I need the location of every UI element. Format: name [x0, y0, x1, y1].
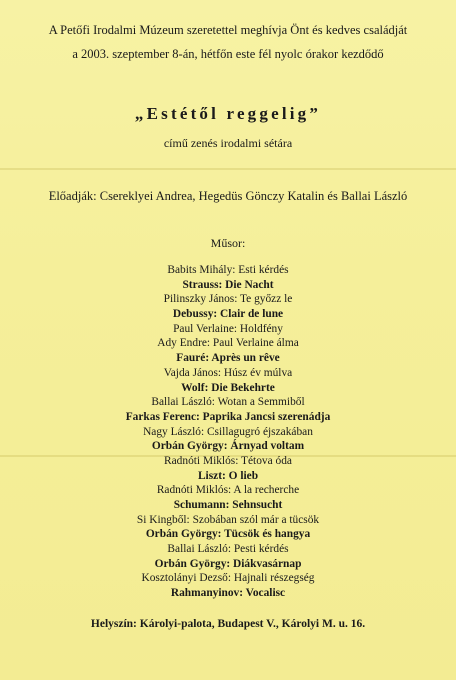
program-item: Debussy: Clair de lune [172, 308, 284, 321]
program-item: Liszt: O lieb [197, 469, 259, 482]
program-item: Ballai László: Wotan a Semmiből [151, 396, 305, 409]
program-item: Paul Verlaine: Holdfény [173, 322, 283, 335]
program-item: Orbán György: Tücsök és hangya [145, 528, 311, 541]
program-item: Kosztolányi Dezső: Hajnali részegség [141, 572, 315, 585]
program-item: Fauré: Après un rêve [176, 352, 280, 365]
program-item: Ady Endre: Paul Verlaine álma [157, 337, 299, 350]
program-item: Radnóti Miklós: A la recherche [156, 484, 300, 497]
program-item: Rahmanyinov: Vocalisc [170, 587, 286, 600]
program-item: Nagy László: Csillagugró éjszakában [143, 425, 313, 438]
invitation-line-2: a 2003. szeptember 8-án, hétfőn este fél nyolc órakor kezdődő [72, 47, 384, 61]
program-item: Si Kingből: Szobában szól már a tücsök [136, 513, 320, 526]
program-item: Schumann: Sehnsucht [173, 499, 283, 511]
performers-line: Előadják: Csereklyei Andrea, Hegedüs Gönczy Katalin és Ballai László [48, 189, 408, 203]
venue-line: Helyszín: Károlyi-palota, Budapest V., Károlyi M. u. 16. [90, 618, 366, 630]
program-heading: Műsor: [210, 236, 246, 250]
program-item: Orbán György: Diákvasárnap [154, 557, 302, 570]
program-item: Pilinszky János: Te győzz le [163, 293, 293, 306]
program-item: Ballai László: Pesti kérdés [167, 543, 289, 556]
event-subtitle: című zenés irodalmi sétára [163, 136, 293, 150]
program-item: Farkas Ferenc: Paprika Jancsi szerenádja [125, 410, 331, 423]
program-item: Radnóti Miklós: Tétova óda [164, 454, 292, 467]
fold-crease-upper [0, 168, 456, 170]
program-item: Babits Mihály: Esti kérdés [167, 264, 289, 276]
program-item: Wolf: Die Bekehrte [181, 381, 275, 394]
program-list [0, 263, 456, 601]
program-item: Orbán György: Árnyad voltam [151, 440, 305, 453]
event-title: „Estétől reggelig” [134, 104, 322, 123]
invitation-line-1: A Petőfi Irodalmi Múzeum szeretettel meghívja Önt és kedves családját [48, 23, 408, 37]
program-item: Strauss: Die Nacht [182, 278, 274, 291]
program-item: Vajda János: Húsz év múlva [163, 366, 293, 379]
